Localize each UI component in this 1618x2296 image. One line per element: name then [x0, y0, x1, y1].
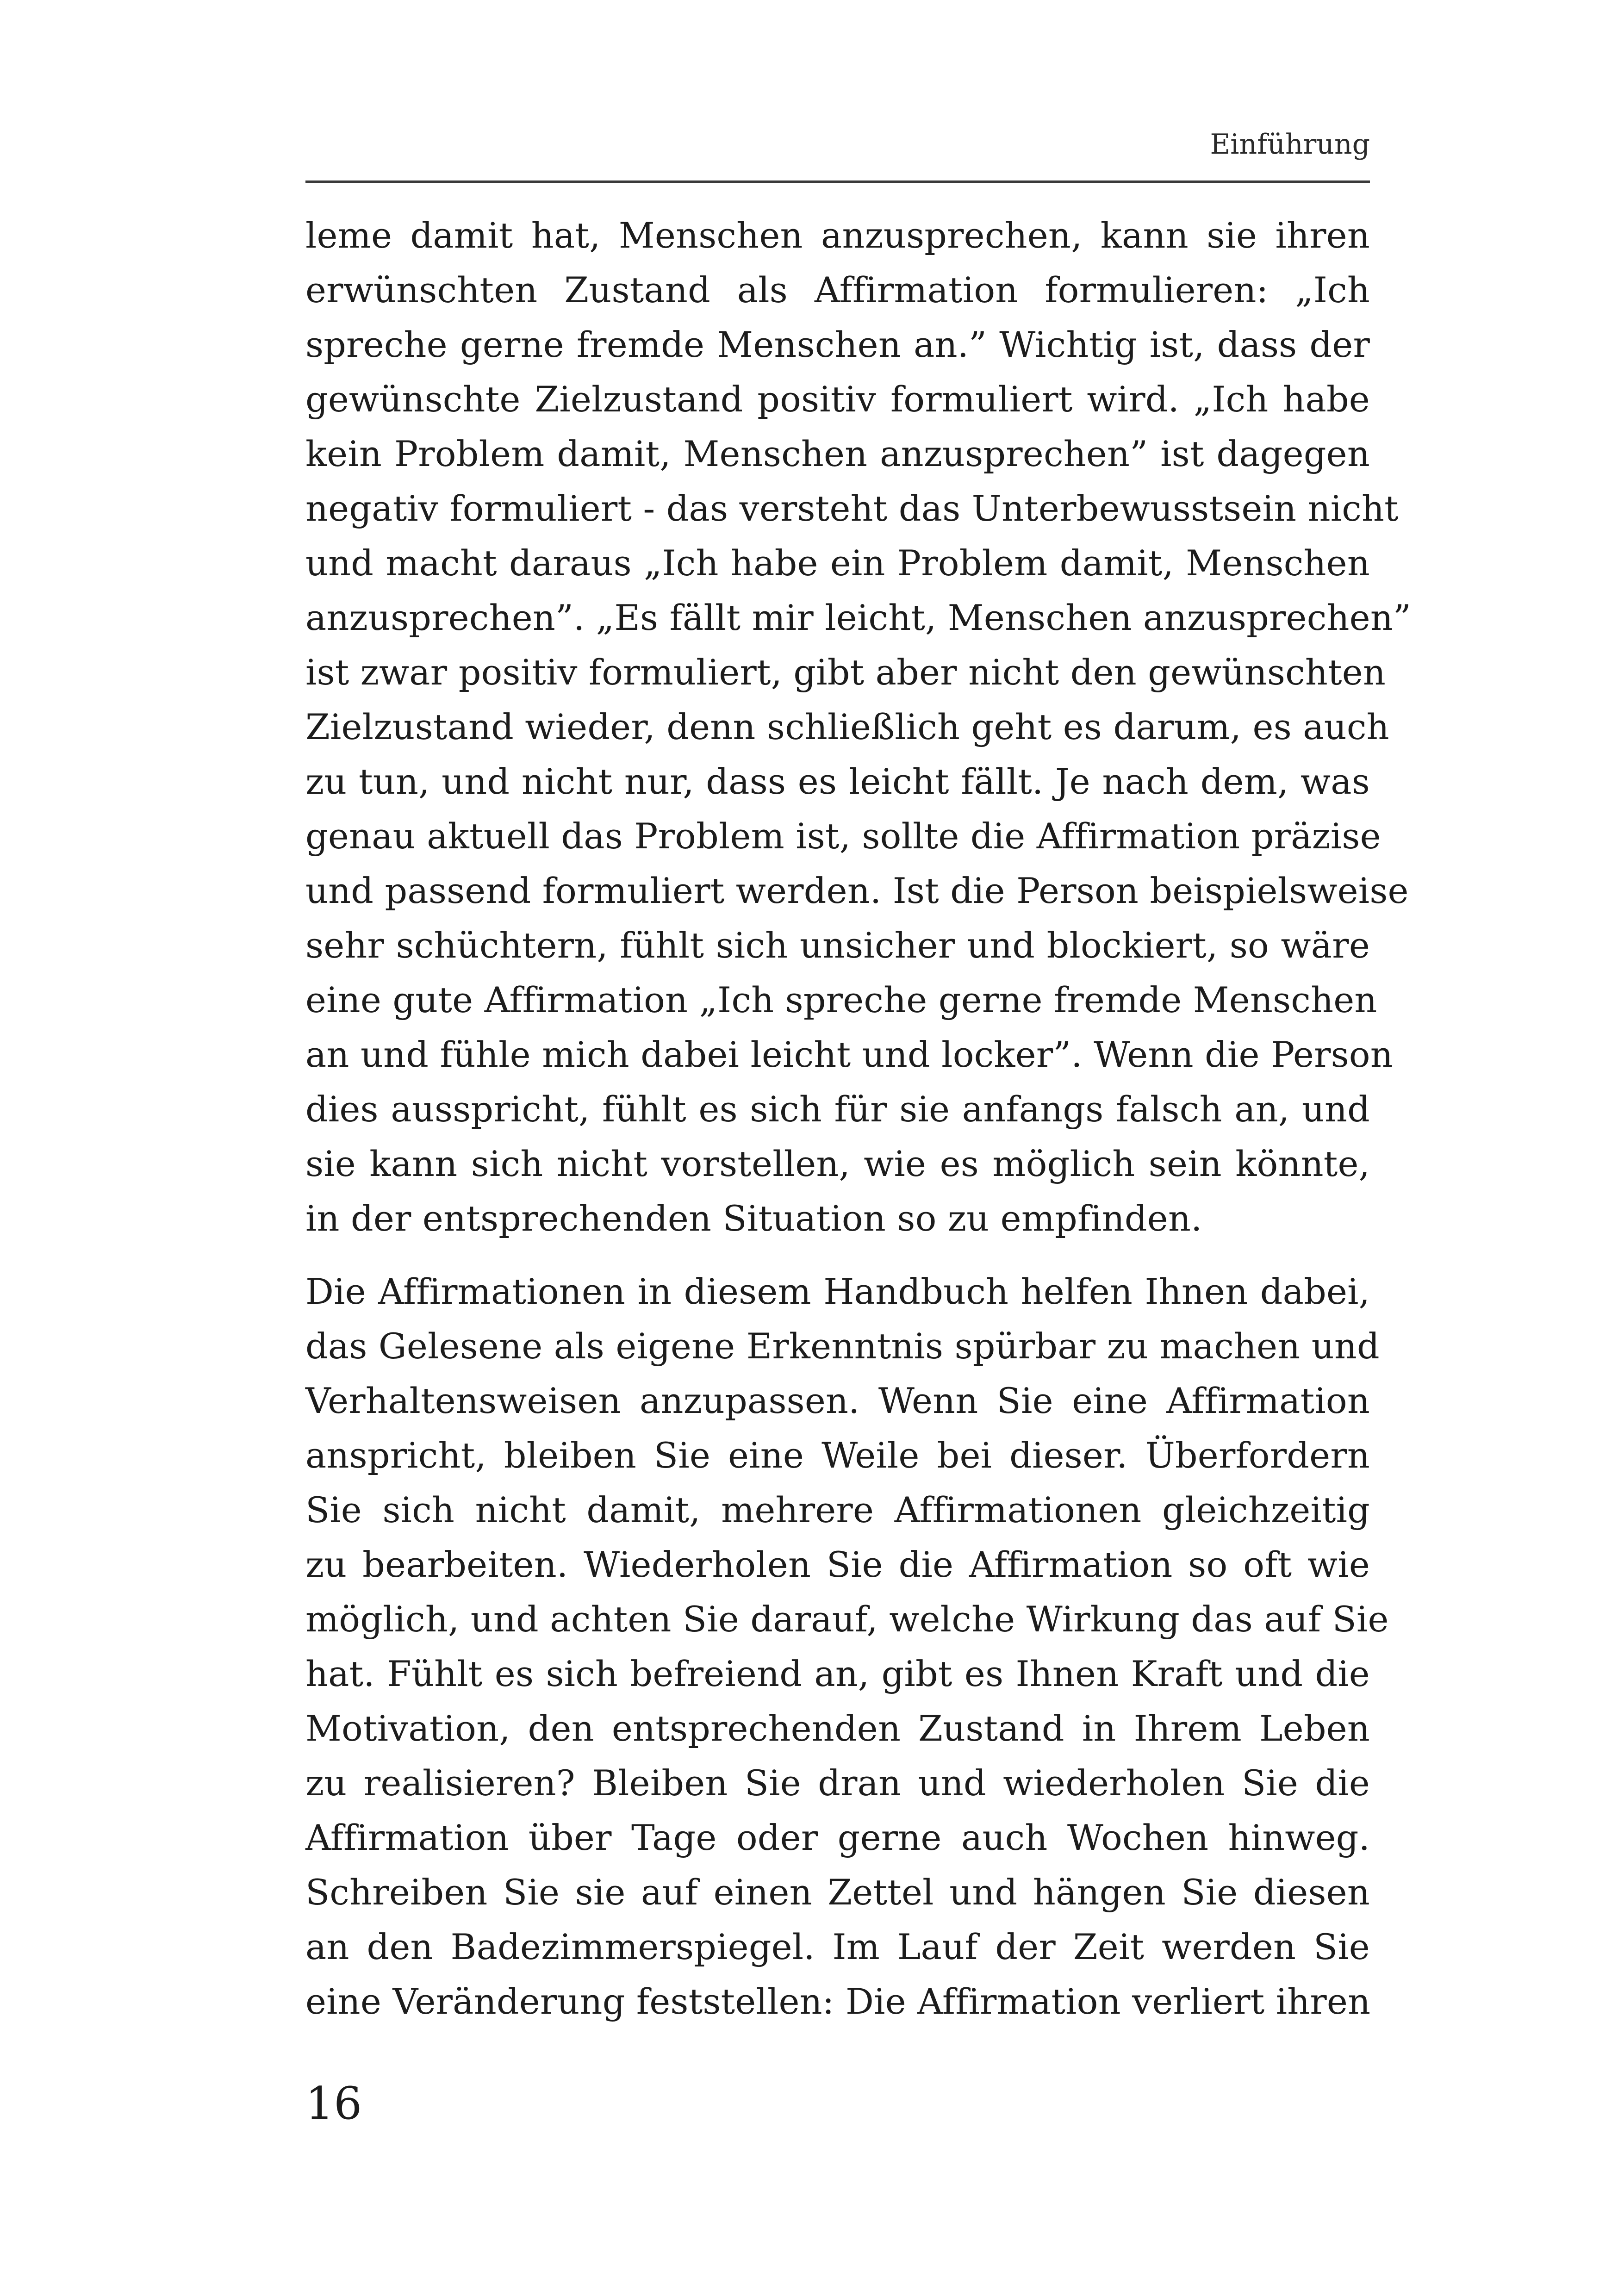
text-line: Schreiben Sie sie auf einen Zettel und hängen Sie diesen	[305, 1872, 1370, 1913]
text-line: Zielzustand wieder, denn schließlich geht es darum, es auch	[305, 706, 1389, 747]
text-line: Affirmation über Tage oder gerne auch Wochen hinweg.	[305, 1817, 1370, 1858]
paragraph-gap	[305, 1246, 1370, 1264]
text-line: hat. Fühlt es sich befreiend an, gibt es Ihnen Kraft und die	[305, 1653, 1370, 1694]
text-line: in der entsprechenden Situation so zu empfinden.	[305, 1198, 1202, 1239]
text-line: sie kann sich nicht vorstellen, wie es möglich sein könnte,	[305, 1143, 1370, 1184]
text-line: kein Problem damit, Menschen anzusprechen” ist dagegen	[305, 433, 1370, 474]
text-line: eine Veränderung feststellen: Die Affirmation verliert ihren	[305, 1981, 1371, 2022]
text-line: genau aktuell das Problem ist, sollte die Affirmation präzise	[305, 815, 1381, 857]
paragraph-2	[305, 1264, 1389, 2029]
text-line: möglich, und achten Sie darauf, welche Wirkung das auf Sie	[305, 1599, 1389, 1640]
text-line: sehr schüchtern, fühlt sich unsicher und blockiert, so wäre	[305, 925, 1370, 966]
text-line: anspricht, bleiben Sie eine Weile bei dieser. Überfordern	[305, 1435, 1370, 1476]
text-line: gewünschte Zielzustand positiv formuliert wird. „Ich habe	[305, 379, 1370, 420]
text-line: negativ formuliert - das versteht das Unterbewusstsein nicht	[305, 488, 1399, 529]
text-line: eine gute Affirmation „Ich spreche gerne fremde Menschen	[305, 979, 1377, 1020]
text-line: Sie sich nicht damit, mehrere Affirmationen gleichzeitig	[305, 1489, 1370, 1531]
text-line: ist zwar positiv formuliert, gibt aber nicht den gewünschten	[305, 652, 1386, 693]
body-text	[305, 208, 1412, 2029]
text-line: das Gelesene als eigene Erkenntnis spürbar zu machen und	[305, 1325, 1380, 1367]
text-line: Verhaltensweisen anzupassen. Wenn Sie eine Affirmation	[305, 1380, 1370, 1421]
text-line: und macht daraus „Ich habe ein Problem damit, Menschen	[305, 542, 1370, 584]
text-line: zu realisieren? Bleiben Sie dran und wiederholen Sie die	[305, 1762, 1370, 1804]
text-line: anzusprechen”. „Es fällt mir leicht, Menschen anzusprechen”	[305, 597, 1412, 638]
text-line: an den Badezimmerspiegel. Im Lauf der Zeit werden Sie	[305, 1926, 1370, 1967]
text-line: leme damit hat, Menschen anzusprechen, kann sie ihren	[305, 215, 1370, 256]
page-number: 16	[305, 2078, 362, 2129]
text-line: dies ausspricht, fühlt es sich für sie anfangs falsch an, und	[305, 1089, 1370, 1130]
text-line: an und fühle mich dabei leicht und locker”. Wenn die Person	[305, 1034, 1393, 1075]
text-line: spreche gerne fremde Menschen an.” Wichtig ist, dass der	[305, 324, 1370, 365]
text-line: erwünschten Zustand als Affirmation formulieren: „Ich	[305, 269, 1370, 311]
paragraph-1	[305, 208, 1412, 1246]
text-line: Die Affirmationen in diesem Handbuch helfen Ihnen dabei,	[305, 1271, 1370, 1312]
header-rule	[305, 180, 1370, 183]
text-line: Motivation, den entsprechenden Zustand in Ihrem Leben	[305, 1708, 1370, 1749]
text-line: zu bearbeiten. Wiederholen Sie die Affirmation so oft wie	[305, 1544, 1370, 1585]
text-line: zu tun, und nicht nur, dass es leicht fällt. Je nach dem, was	[305, 761, 1370, 802]
text-line: und passend formuliert werden. Ist die Person beispielsweise	[305, 870, 1409, 911]
running-header: Einführung	[1210, 128, 1370, 161]
